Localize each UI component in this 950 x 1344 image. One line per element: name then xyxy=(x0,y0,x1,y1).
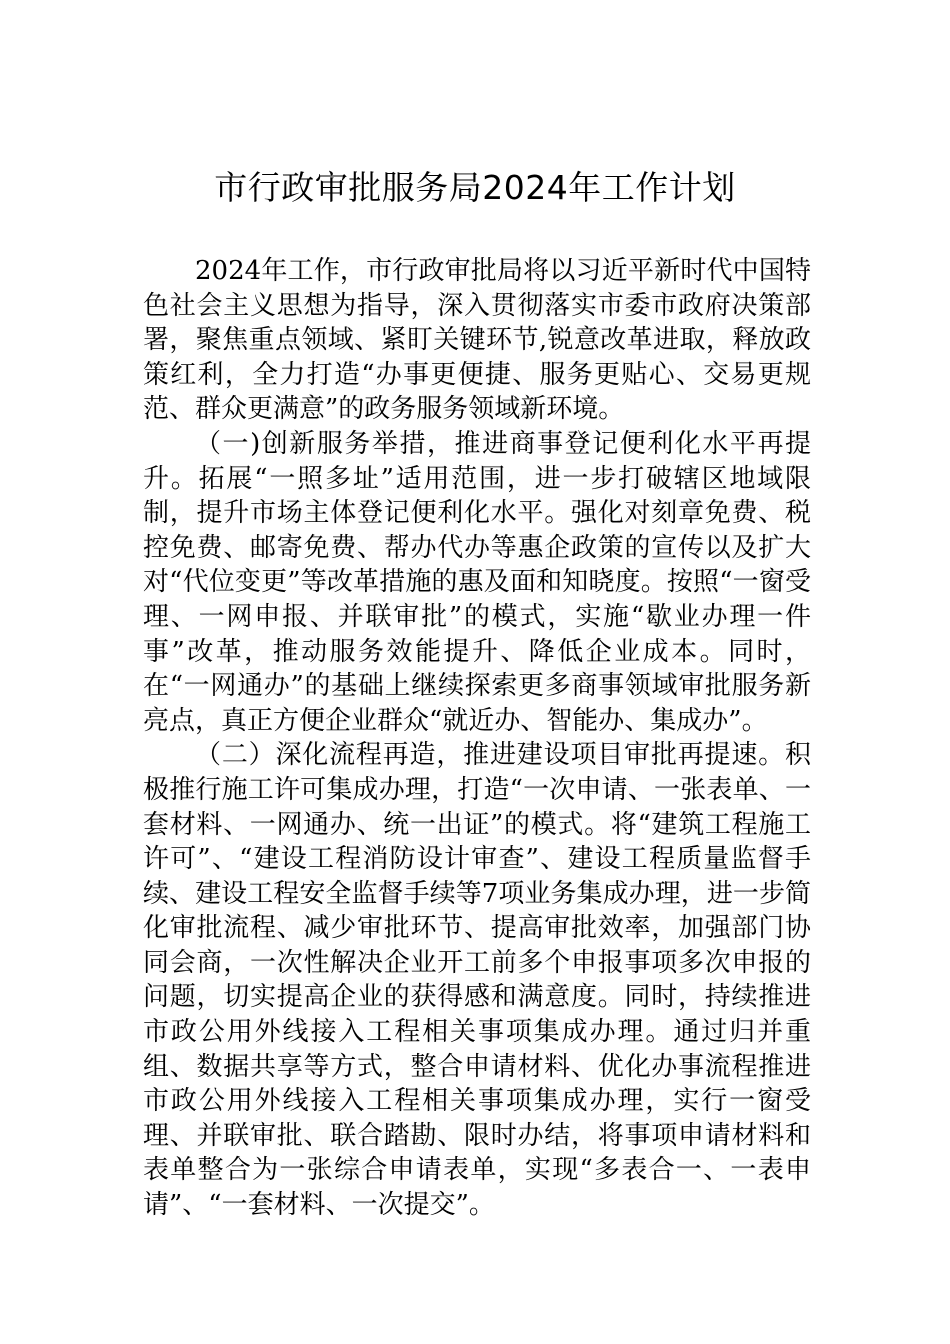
paragraph-section-2: （二）深化流程再造，推进建设项目审批再提速。积极推行施工许可集成办理，打造“一次申请、一张表单、一套材料、一网通办、统一出证”的模式。将“建筑工程施工许可”、“建设工程消防设计审查”、建设工程质量监督手续、建设工程安全监督手续等7项业务集成办理，进一步简化审批流程、减少审批环节、提高审批效率，加强部门协同会商，一次性解决企业开工前多个申报事项多次申报的问题，切实提高企业的获得感和满意度。同时，持续推进市政公用外线接入工程相关事项集成办理。通过归并重组、数据共享等方式，整合申请材料、优化办事流程推进市政公用外线接入工程相关事项集成办理，实行一窗受理、并联审批、联合踏勘、限时办结，将事项申请材料和表单整合为一张综合申请表单，实现“多表合一、一表申请”、“一套材料、一次提交”。 xyxy=(143,740,811,1221)
document-title: 市行政审批服务局2024年工作计划 xyxy=(214,168,736,207)
paragraph-intro: 2024年工作，市行政审批局将以习近平新时代中国特色社会主义思想为指导，深入贯彻落实市委市政府决策部署，聚焦重点领域、紧盯关键环节,锐意改革进取，释放政策红利，全力打造“办事更便捷、服务更贴心、交易更规范、群众更满意”的政务服务领域新环境。 xyxy=(143,256,811,425)
paragraph-section-1: （一)创新服务举措，推进商事登记便利化水平再提升。拓展“一照多址”适用范围，进一步打破辖区地域限制，提升市场主体登记便利化水平。强化对刻章免费、税控免费、邮寄免费、帮办代办等惠企政策的宣传以及扩大对“代位变更”等改革措施的惠及面和知晓度。按照“一窗受理、一网申报、并联审批”的模式，实施“歇业办理一件事”改革，推动服务效能提升、降低企业成本。同时，在“一网通办”的基础上继续探索更多商事领域审批服务新亮点，真正方便企业群众“就近办、智能办、集成办”。 xyxy=(143,428,811,736)
document-body xyxy=(143,254,811,1223)
